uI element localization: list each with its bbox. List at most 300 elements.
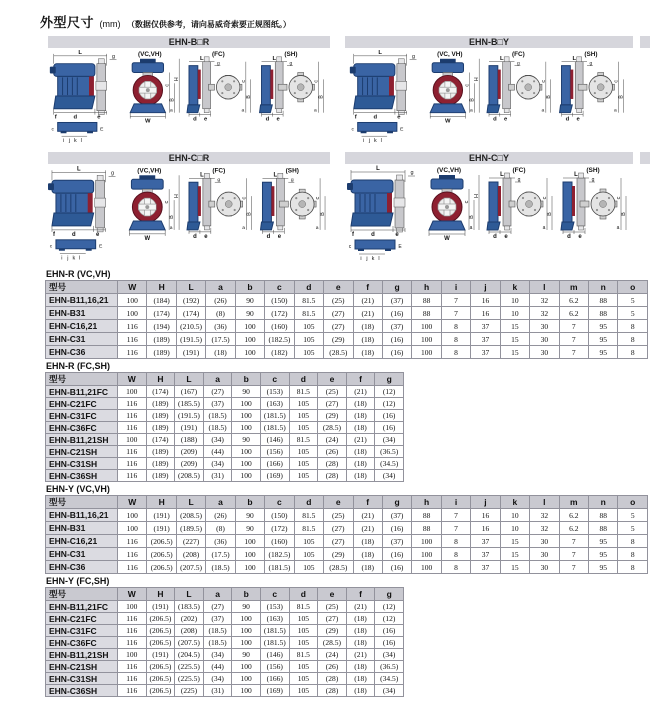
value-cell: (206.5) [146,685,175,697]
value-cell: 95 [589,548,618,561]
value-cell: 100 [412,535,441,548]
svg-text:i: i [61,255,63,262]
svg-text:(VC, VH): (VC, VH) [437,50,463,58]
table-row [46,625,404,637]
model-cell: EHN-B11,21FC [46,601,118,613]
table-row [46,613,404,625]
value-cell: 90 [235,294,264,307]
col-header: l [530,496,559,509]
value-cell: 100 [232,410,261,422]
value-cell: (191) [147,509,176,522]
value-cell: (18) [346,410,375,422]
value-cell: (150) [265,509,294,522]
value-cell: (34) [203,673,232,685]
value-cell: 8 [441,548,470,561]
value-cell: (24) [318,434,347,446]
value-cell: 100 [232,458,261,470]
svg-text:l: l [80,138,82,145]
value-cell: (36.5) [375,661,404,673]
svg-text:g: g [517,177,521,183]
table-row [46,446,404,458]
svg-text:k: k [371,256,375,262]
value-cell: (16) [375,637,404,649]
model-cell: EHN-C31SH [46,673,118,685]
value-cell: 88 [589,307,618,320]
value-cell: (189) [146,398,175,410]
value-cell: 8 [441,535,470,548]
model-cell: EHN-C36SH [46,685,118,697]
value-cell: 30 [530,320,559,333]
svg-text:(FC): (FC) [512,167,526,174]
value-cell: 81.5 [294,509,323,522]
col-header: j [471,281,500,294]
value-cell: (174) [146,434,175,446]
value-cell: 8 [441,320,470,333]
value-cell: 100 [235,535,264,548]
svg-text:e: e [576,116,580,123]
svg-text:B: B [169,215,176,219]
model-cell: EHN-C36 [46,561,118,574]
svg-text:l: l [79,255,81,262]
value-cell: 15 [500,535,529,548]
value-cell: (156) [260,661,289,673]
value-cell: (191) [147,522,176,535]
svg-text:e: e [97,114,101,121]
value-cell: 100 [232,625,261,637]
svg-text:W: W [445,118,451,125]
svg-text:f: f [54,114,57,121]
value-cell: (182) [265,346,294,359]
value-cell: 6.2 [559,294,588,307]
svg-text:e: e [504,234,508,240]
value-cell: 7 [559,333,588,346]
model-cell: EHN-C21FC [46,398,118,410]
value-cell: 30 [530,535,559,548]
value-cell: 90 [235,307,264,320]
value-cell: (31) [203,470,232,482]
value-cell: (160) [265,320,294,333]
table-ehn-y-vcvh [45,495,648,574]
svg-text:c: c [351,127,355,133]
value-cell: (21) [346,386,375,398]
value-cell: 8 [618,561,648,574]
value-cell: 8 [618,320,648,333]
value-cell: (21) [346,649,375,661]
value-cell: (16) [375,625,404,637]
value-cell: (184) [147,294,176,307]
col-header-model: 型号 [46,588,118,601]
valve-view [187,51,252,123]
col-header: d [294,281,323,294]
table-row [46,386,404,398]
value-cell: (28.5) [318,422,347,434]
value-cell: (167) [175,386,204,398]
model-cell: EHN-B11,21FC [46,386,118,398]
value-cell: (181.5) [260,410,289,422]
value-cell: (28.5) [324,561,353,574]
value-cell: (25) [318,386,347,398]
value-cell: 116 [118,333,147,346]
svg-text:L: L [272,55,277,62]
svg-text:a: a [542,225,546,231]
value-cell: (29) [324,333,353,346]
value-cell: (182.5) [265,333,294,346]
value-cell: 90 [232,386,261,398]
value-cell: 16 [471,294,500,307]
model-cell: EHN-C36FC [46,637,118,649]
col-header-model: 型号 [46,373,118,386]
value-cell: (17.5) [206,333,235,346]
value-cell: (18.5) [203,422,232,434]
svg-text:c: c [240,79,247,83]
svg-text:g: g [111,170,115,177]
svg-text:d: d [193,233,197,240]
col-header: a [206,281,235,294]
value-cell: 7 [559,535,588,548]
col-header: W [118,588,147,601]
svg-text:a: a [616,225,620,231]
col-header: b [235,281,264,294]
col-header: e [324,496,353,509]
value-cell: 88 [589,509,618,522]
value-cell: 37 [471,535,500,548]
valve-view [187,167,253,240]
value-cell: 105 [289,422,318,434]
table-ehn-r-vcvh [45,280,648,359]
value-cell: (191.5) [175,410,204,422]
col-header: m [559,281,588,294]
value-cell: (34) [375,685,404,697]
value-cell: (44) [203,661,232,673]
value-cell: (225.5) [175,661,204,673]
model-cell: EHN-C36SH [46,470,118,482]
svg-text:g: g [591,177,595,183]
svg-text:a: a [169,108,173,114]
value-cell: (28) [318,673,347,685]
pump-diagram-svg [345,164,633,264]
valve-view [260,167,326,240]
value-cell: 105 [289,398,318,410]
model-cell: EHN-B11,16,21 [46,509,118,522]
value-cell: (16) [382,548,411,561]
value-cell: (189) [146,458,175,470]
model-cell: EHN-C16,21 [46,535,118,548]
col-header: W [118,373,147,386]
svg-text:c: c [315,196,322,200]
value-cell: (18) [353,535,382,548]
value-cell: (26) [206,509,235,522]
value-cell: 81.5 [289,434,318,446]
value-cell: (8) [206,522,235,535]
col-header: L [175,588,204,601]
svg-text:i: i [360,256,362,262]
model-cell: EHN-C21FC [46,613,118,625]
table-section-label: EHN-Y (VC,VH) [46,484,110,494]
col-header: g [382,496,411,509]
svg-text:L: L [500,172,504,178]
value-cell: 100 [118,522,147,535]
value-cell: 6.2 [559,522,588,535]
value-cell: 100 [232,470,261,482]
value-cell: (191) [146,649,175,661]
col-header: k [500,281,529,294]
table-section-label: EHN-R (FC,SH) [46,361,110,371]
value-cell: 32 [530,294,559,307]
svg-text:d: d [265,116,270,123]
value-cell: 100 [412,320,441,333]
value-cell: (18) [346,470,375,482]
svg-text:c: c [348,244,352,250]
table-ehn-y-fcsh [45,587,404,697]
svg-text:E: E [100,127,104,133]
col-header: L [176,496,205,509]
value-cell: (208.5) [175,470,204,482]
value-cell: 81.5 [289,601,318,613]
value-cell: (191.5) [176,333,205,346]
value-cell: (37) [203,613,232,625]
table-ehn-r-fcsh [45,372,404,482]
pump-diagram-svg [48,48,330,146]
svg-text:a: a [541,108,545,114]
svg-text:B: B [545,95,552,99]
value-cell: (191) [175,422,204,434]
value-cell: 100 [412,548,441,561]
value-cell: 7 [559,346,588,359]
value-cell: (18) [346,613,375,625]
title-text: 外型尺寸 [40,15,95,30]
svg-text:e: e [276,116,280,123]
svg-text:W: W [145,118,151,125]
value-cell: (181.5) [260,625,289,637]
svg-text:f: f [352,232,354,238]
value-cell: (28) [318,685,347,697]
value-cell: (18) [346,625,375,637]
svg-text:e: e [397,114,401,121]
value-cell: (18) [353,548,382,561]
pump-diagram-svg [48,164,330,264]
value-cell: (210.5) [176,320,205,333]
svg-text:E: E [400,127,404,133]
value-cell: (24) [318,649,347,661]
col-header: b [232,373,261,386]
svg-text:j: j [366,256,368,262]
value-cell: 105 [294,535,323,548]
col-header: H [146,373,175,386]
svg-text:c: c [613,79,620,83]
svg-text:i: i [62,138,65,145]
svg-text:g: g [217,61,220,67]
value-cell: (37) [382,294,411,307]
value-cell: 8 [618,333,648,346]
svg-text:(FC): (FC) [212,50,225,58]
diagram-banner: EHN-B□R [48,36,330,48]
value-cell: 7 [441,294,470,307]
col-header: f [346,373,375,386]
col-header: L [175,373,204,386]
col-header: a [203,373,232,386]
svg-text:c: c [51,127,55,133]
svg-text:k: k [72,255,76,262]
svg-text:e: e [95,231,100,238]
svg-text:a: a [469,225,473,231]
col-header: m [559,496,588,509]
value-cell: 81.5 [294,522,323,535]
value-cell: (18) [346,637,375,649]
value-cell: 100 [232,661,261,673]
value-cell: (156) [260,446,289,458]
col-header: H [147,496,176,509]
svg-text:d: d [493,234,497,240]
table-row [46,561,648,574]
svg-text:d: d [493,116,497,123]
table-row [46,410,404,422]
svg-text:H: H [474,194,480,198]
value-cell: 100 [118,386,147,398]
value-cell: (189) [147,346,176,359]
value-cell: (163) [260,398,289,410]
value-cell: 88 [589,294,618,307]
value-cell: (191) [146,601,175,613]
header-row [46,281,648,294]
value-cell: (189) [147,333,176,346]
value-cell: 105 [289,673,318,685]
svg-text:H: H [174,77,181,82]
value-cell: 7 [559,320,588,333]
value-cell: 105 [289,637,318,649]
value-cell: 37 [471,346,500,359]
svg-text:d: d [193,116,197,123]
svg-text:a: a [614,108,617,114]
value-cell: 88 [412,307,441,320]
col-header: g [382,281,411,294]
value-cell: 116 [118,346,147,359]
model-cell: EHN-C31FC [46,625,118,637]
value-cell: 6.2 [559,509,588,522]
col-header: W [118,281,147,294]
svg-text:a: a [469,108,473,114]
model-cell: EHN-C21SH [46,661,118,673]
title-unit: (mm) [99,19,121,29]
svg-text:e: e [204,116,208,123]
table-row [46,333,648,346]
value-cell: 95 [589,535,618,548]
value-cell: 116 [118,685,147,697]
model-cell: EHN-B11,21SH [46,434,118,446]
value-cell: (21) [346,601,375,613]
value-cell: (194) [147,320,176,333]
value-cell: (27) [203,386,232,398]
valve-view [560,51,625,123]
value-cell: 105 [294,333,323,346]
svg-text:B: B [469,215,475,219]
svg-text:H: H [474,77,481,82]
value-cell: (12) [375,386,404,398]
value-cell: (37) [382,320,411,333]
value-cell: (26) [206,294,235,307]
value-cell: 100 [232,613,261,625]
col-header: d [289,373,318,386]
col-header: g [375,588,404,601]
svg-text:l: l [380,138,382,145]
value-cell: 88 [412,294,441,307]
svg-text:B: B [169,98,176,102]
value-cell: (27) [324,307,353,320]
value-cell: 116 [118,458,147,470]
svg-text:L: L [499,55,504,62]
svg-text:c: c [542,196,548,200]
col-header: d [294,496,323,509]
value-cell: (174) [146,386,175,398]
value-cell: 90 [235,509,264,522]
value-cell: (18.5) [203,410,232,422]
value-cell: (153) [260,601,289,613]
table-row [46,685,404,697]
model-cell: EHN-C31 [46,333,118,346]
svg-text:c: c [464,200,470,204]
value-cell: (8) [206,307,235,320]
value-cell: 105 [294,548,323,561]
value-cell: 100 [232,685,261,697]
table-row [46,294,648,307]
table-row [46,458,404,470]
value-cell: (146) [260,434,289,446]
value-cell: (12) [375,398,404,410]
value-cell: 15 [500,561,529,574]
value-cell: 105 [294,346,323,359]
model-cell: EHN-C31FC [46,410,118,422]
title-note: （数据仅供参考，请向易威奇索要正规图纸。） [126,20,291,29]
value-cell: (225) [175,685,204,697]
value-cell: 81.5 [294,307,323,320]
model-cell: EHN-C16,21 [46,320,118,333]
col-header: b [235,496,264,509]
value-cell: (27) [324,320,353,333]
value-cell: 116 [118,535,147,548]
svg-text:(SH): (SH) [586,167,600,174]
value-cell: 116 [118,422,147,434]
table-row [46,601,404,613]
svg-text:a: a [241,108,245,114]
model-cell: EHN-C31 [46,548,118,561]
model-cell: EHN-B31 [46,307,118,320]
svg-text:a: a [315,225,319,231]
value-cell: (185.5) [175,398,204,410]
table-row [46,637,404,649]
value-cell: 8 [441,333,470,346]
svg-text:e: e [395,232,399,238]
value-cell: 116 [118,637,147,649]
value-cell: 30 [530,346,559,359]
svg-text:B: B [469,98,476,102]
value-cell: (44) [203,446,232,458]
front-view [129,167,180,242]
valve-view [487,51,552,123]
value-cell: (18.5) [206,561,235,574]
value-cell: (18) [346,422,375,434]
value-cell: (202) [175,613,204,625]
svg-text:B: B [320,212,327,216]
value-cell: (34) [203,434,232,446]
value-cell: 105 [294,320,323,333]
value-cell: (206.5) [146,673,175,685]
model-cell: EHN-B31 [46,522,118,535]
value-cell: 10 [500,522,529,535]
table-section-label: EHN-Y (FC,SH) [46,576,110,586]
svg-text:B: B [245,95,252,99]
value-cell: (225.5) [175,673,204,685]
value-cell: (27) [203,601,232,613]
value-cell: 105 [289,470,318,482]
